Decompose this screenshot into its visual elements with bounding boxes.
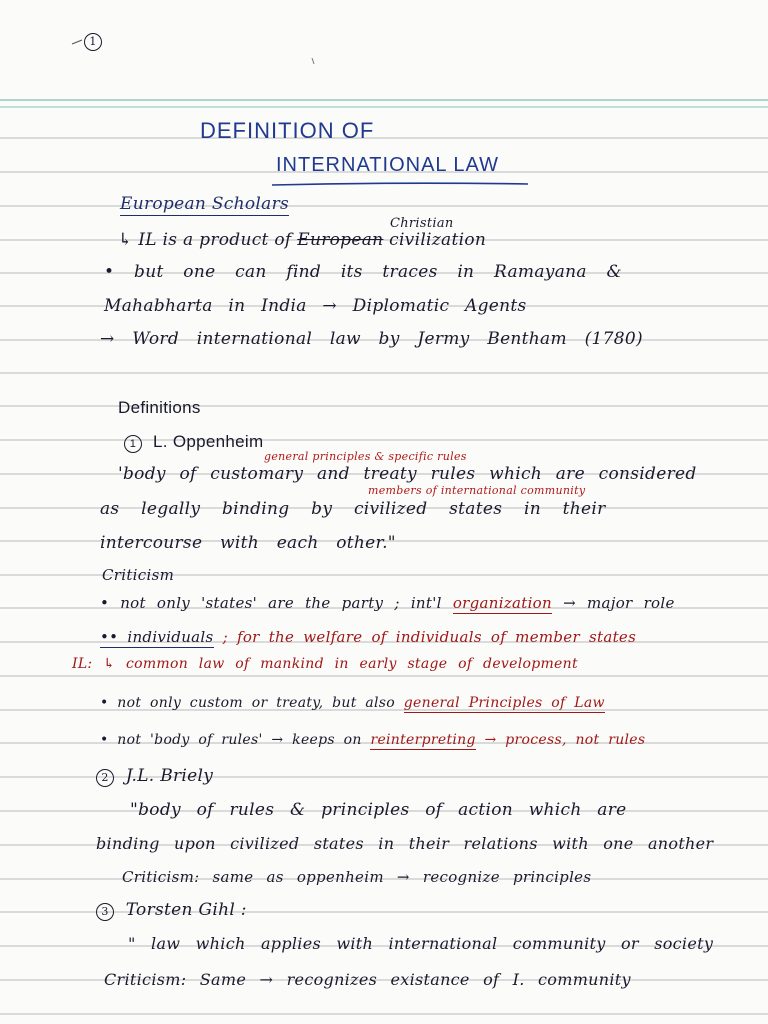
definition-2-quote-line-1: "body of rules & principles of action which are xyxy=(130,800,627,820)
definition-3-heading xyxy=(96,900,247,921)
criticism-1-end: → major role xyxy=(563,594,675,612)
page-marker-number: 1 xyxy=(84,33,102,51)
definition-1-author: L. Oppenheim xyxy=(153,432,264,451)
definition-2-quote-line-2: binding upon civilized states in their relations with one another xyxy=(96,834,714,853)
criticism-5 xyxy=(100,732,645,748)
criticism-2 xyxy=(100,628,636,646)
line-il-product-end: civilization xyxy=(389,230,487,250)
line-traces: • but one can find its traces in Ramayana & xyxy=(104,262,622,282)
section-criticism: Criticism xyxy=(102,566,175,584)
section-definitions: Definitions xyxy=(118,398,201,417)
insert-christian: Christian xyxy=(390,216,454,231)
criticism-1-underlined: organization xyxy=(452,594,552,612)
definition-2-criticism: Criticism: same as oppenheim → recognize principles xyxy=(122,868,592,886)
criticism-4-underlined: general Principles of Law xyxy=(403,695,605,711)
definition-1-quote-line-2: as legally binding by civilized states in their xyxy=(100,499,606,519)
criticism-4-start: • not only custom or treaty, but also xyxy=(100,695,396,711)
definition-3-number: 3 xyxy=(96,903,114,921)
definition-2-number: 2 xyxy=(96,769,114,787)
criticism-2-end: ; for the welfare of individuals of member states xyxy=(222,628,637,646)
criticism-5-underlined: reinterpreting xyxy=(370,732,476,748)
criticism-1-start: • not only 'states' are the party ; int'l xyxy=(100,594,442,612)
line-il-product-struck: European xyxy=(297,230,384,250)
line-word-il: → Word international law by Jermy Bentham (1780) xyxy=(100,329,643,349)
line-mahabharta: Mahabharta in India → Diplomatic Agents xyxy=(104,296,527,316)
line-il-product xyxy=(118,230,486,250)
definition-1-heading xyxy=(124,432,263,453)
criticism-5-start: • not 'body of rules' → keeps on xyxy=(100,732,362,748)
section-european-scholars-label: European Scholars xyxy=(120,194,290,214)
line-il-product-start: ↳ IL is a product of xyxy=(118,230,292,250)
criticism-2-underlined: •• individuals xyxy=(100,628,214,646)
definition-3-author: Torsten Gihl : xyxy=(125,900,247,920)
annotation-members: members of international community xyxy=(368,484,586,497)
section-european-scholars xyxy=(120,194,289,214)
criticism-1 xyxy=(100,594,675,612)
criticism-5-end: → process, not rules xyxy=(484,732,646,748)
definition-1-quote-line-1: 'body of customary and treaty rules which are considered xyxy=(118,464,697,484)
definition-1-number: 1 xyxy=(124,435,142,453)
annotation-general-principles: general principles & specific rules xyxy=(264,450,467,463)
definition-3-quote: " law which applies with international community or society xyxy=(128,934,714,953)
definition-2-heading xyxy=(96,766,213,787)
page-marker xyxy=(84,30,108,51)
definition-3-criticism: Criticism: Same → recognizes existance of I. community xyxy=(104,970,631,989)
definition-1-quote-line-3: intercourse with each other." xyxy=(100,533,396,553)
criticism-3: IL: ↳ common law of mankind in early stage of development xyxy=(72,656,578,672)
title-underline xyxy=(270,180,530,188)
page-title-line-2: INTERNATIONAL LAW xyxy=(276,154,499,176)
definition-2-author: J.L. Briely xyxy=(125,766,214,786)
criticism-4 xyxy=(100,695,605,711)
page-title-line-1: DEFINITION OF xyxy=(200,118,375,143)
